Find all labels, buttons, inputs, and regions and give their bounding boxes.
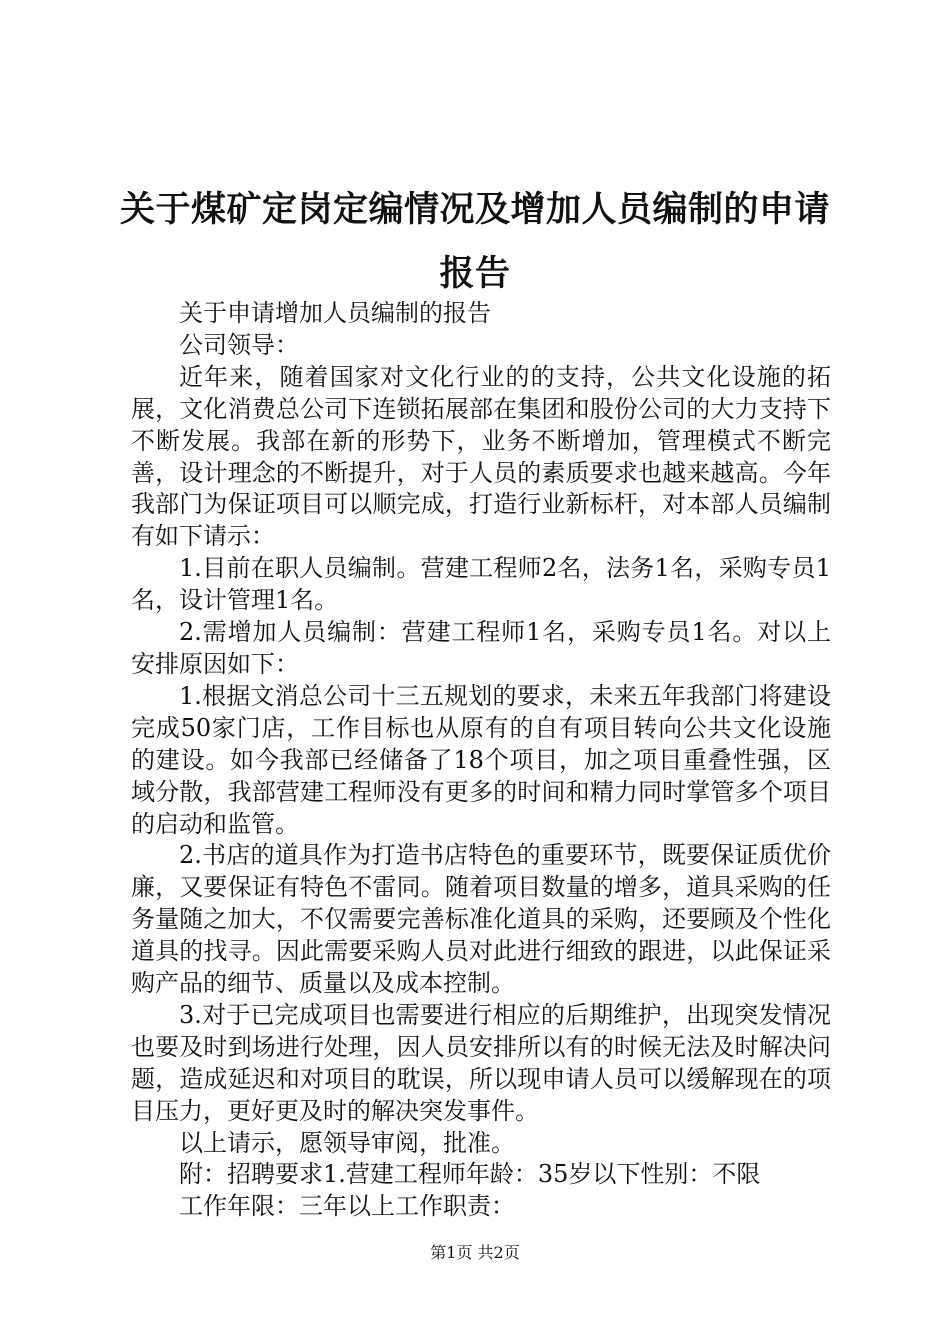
paragraph-appendix: 附：招聘要求1.营建工程师年龄：35岁以下性别：不限: [179, 1160, 761, 1189]
paragraph-salutation: 公司领导：: [179, 330, 299, 359]
page-number: 第1页 共2页: [430, 1243, 520, 1262]
document-body: [131, 298, 831, 1223]
paragraph-requested-staffing: 2.需增加人员编制：营建工程师1名，采购专员1名。对以上安排原因如下：: [131, 618, 831, 678]
paragraph-closing: 以上请示，愿领导审阅，批准。: [179, 1128, 515, 1157]
paragraph-reason-1: 1.根据文消总公司十三五规划的要求，未来五年我部门将建设完成50家门店，工作目标也从原有的自有项目转向公共文化设施的建设。如今我部已经储备了18个项目，加之项目重叠性强，区域分散，我部营建工程师没有更多的时间和精力同时掌管多个项目的启动和监管。: [131, 681, 831, 838]
paragraph-background: 近年来，随着国家对文化行业的的支持，公共文化设施的拓展，文化消费总公司下连锁拓展部在集团和股份公司的大力支持下不断发展。我部在新的形势下，业务不断增加，管理模式不断完善，设计理念的不断提升，对于人员的素质要求也越来越高。今年我部门为保证项目可以顺完成，打造行业新标杆，对本部人员编制有如下请示：: [131, 362, 831, 551]
paragraph-reason-3: 3.对于已完成项目也需要进行相应的后期维护，出现突发情况也要及时到场进行处理，因人员安排所以有的时候无法及时解决问题，造成延迟和对项目的耽误，所以现申请人员可以缓解现在的项目压力，更好更及时的解决突发事件。: [131, 1000, 831, 1125]
document-title: 关于煤矿定岗定编情况及增加人员编制的申请报告: [119, 190, 830, 294]
paragraph-current-staffing: 1.目前在职人员编制。营建工程师2名，法务1名，采购专员1名，设计管理1名。: [131, 554, 831, 615]
paragraph-work-years: 工作年限：三年以上工作职责：: [179, 1192, 515, 1221]
paragraph-report-heading: 关于申请增加人员编制的报告: [179, 299, 491, 327]
paragraph-reason-2: 2.书店的道具作为打造书店特色的重要环节，既要保证质优价廉，又要保证有特色不雷同。随着项目数量的增多，道具采购的任务量随之加大，不仅需要完善标准化道具的采购，还要顾及个性化道具的找寻。因此需要采购人员对此进行细致的跟进，以此保证采购产品的细节、质量以及成本控制。: [131, 841, 831, 998]
